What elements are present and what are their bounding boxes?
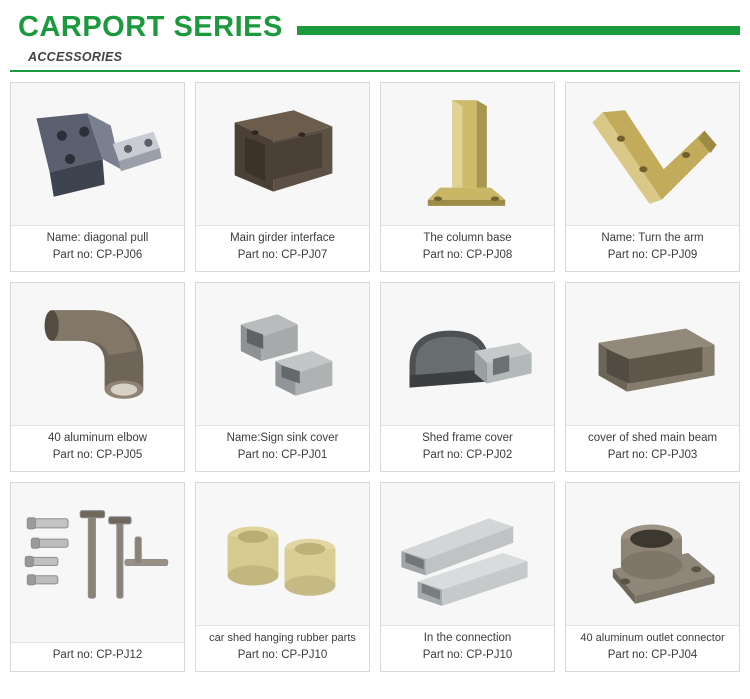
diagonal-pull-bracket-icon: [11, 83, 184, 225]
product-image: [196, 483, 369, 625]
product-part: Part no: CP-PJ12: [52, 649, 143, 661]
column-base-icon: [381, 83, 554, 225]
product-image: [566, 283, 739, 425]
product-part: Part no: CP-PJ04: [607, 649, 698, 661]
inner-connection-sleeves-icon: [381, 483, 554, 625]
product-image: [566, 483, 739, 625]
product-image: [381, 83, 554, 225]
product-name: Name:Sign sink cover: [226, 432, 339, 444]
product-part: Part no: CP-PJ01: [237, 449, 328, 461]
product-caption: [196, 625, 369, 671]
page-title: CARPORT SERIES: [18, 10, 283, 43]
product-part: Part no: CP-PJ02: [422, 449, 513, 461]
product-caption: [11, 225, 184, 271]
product-card[interactable]: [380, 282, 555, 472]
product-card[interactable]: [10, 482, 185, 672]
product-image: [381, 283, 554, 425]
product-caption: [381, 425, 554, 471]
product-part: Part no: CP-PJ08: [422, 249, 513, 261]
product-caption: [381, 225, 554, 271]
product-caption: [11, 642, 184, 671]
product-card[interactable]: [10, 82, 185, 272]
product-grid: [0, 72, 750, 682]
product-card[interactable]: [565, 82, 740, 272]
product-part: Part no: CP-PJ10: [422, 649, 513, 661]
product-name: Shed frame cover: [422, 432, 513, 444]
product-name: Name: Turn the arm: [601, 232, 704, 244]
section-subtitle: ACCESSORIES: [28, 50, 123, 64]
aluminum-elbow-icon: [11, 283, 184, 425]
turn-arm-bracket-icon: [566, 83, 739, 225]
subtitle-bar: [10, 46, 740, 72]
outlet-connector-icon: [566, 483, 739, 625]
product-image: [196, 283, 369, 425]
product-part: Part no: CP-PJ05: [52, 449, 143, 461]
product-name: 40 aluminum elbow: [47, 432, 148, 444]
product-caption: [566, 225, 739, 271]
product-image: [11, 283, 184, 425]
product-part: Part no: CP-PJ03: [607, 449, 698, 461]
product-caption: [196, 425, 369, 471]
sign-sink-cover-icon: [196, 283, 369, 425]
product-part: Part no: CP-PJ07: [237, 249, 328, 261]
product-caption: [566, 625, 739, 671]
product-card[interactable]: [565, 482, 740, 672]
product-name: car shed hanging rubber parts: [209, 632, 356, 644]
product-part: Part no: CP-PJ10: [237, 649, 328, 661]
product-card[interactable]: [565, 282, 740, 472]
product-card[interactable]: [195, 82, 370, 272]
product-image: [11, 483, 184, 642]
product-name: Name: diagonal pull: [46, 232, 149, 244]
product-image: [381, 483, 554, 625]
product-caption: [196, 225, 369, 271]
product-card[interactable]: [195, 482, 370, 672]
title-rule: [297, 26, 740, 35]
product-name: cover of shed main beam: [587, 432, 718, 444]
product-image: [566, 83, 739, 225]
girder-interface-channel-icon: [196, 83, 369, 225]
rubber-parts-icon: [196, 483, 369, 625]
product-caption: [11, 425, 184, 471]
product-name: 40 aluminum outlet connector: [580, 632, 725, 644]
shed-frame-cover-icon: [381, 283, 554, 425]
shed-main-beam-cover-icon: [566, 283, 739, 425]
product-card[interactable]: [380, 82, 555, 272]
product-caption: [566, 425, 739, 471]
product-card[interactable]: [195, 282, 370, 472]
product-caption: [381, 625, 554, 671]
product-image: [11, 83, 184, 225]
product-part: Part no: CP-PJ09: [607, 249, 698, 261]
product-name: The column base: [423, 232, 512, 244]
product-card[interactable]: [10, 282, 185, 472]
page-header: [0, 0, 750, 44]
product-card[interactable]: [380, 482, 555, 672]
product-image: [196, 83, 369, 225]
fastener-set-icon: [11, 483, 184, 642]
product-part: Part no: CP-PJ06: [52, 249, 143, 261]
product-name: In the connection: [423, 632, 512, 644]
product-name: Main girder interface: [230, 232, 335, 244]
